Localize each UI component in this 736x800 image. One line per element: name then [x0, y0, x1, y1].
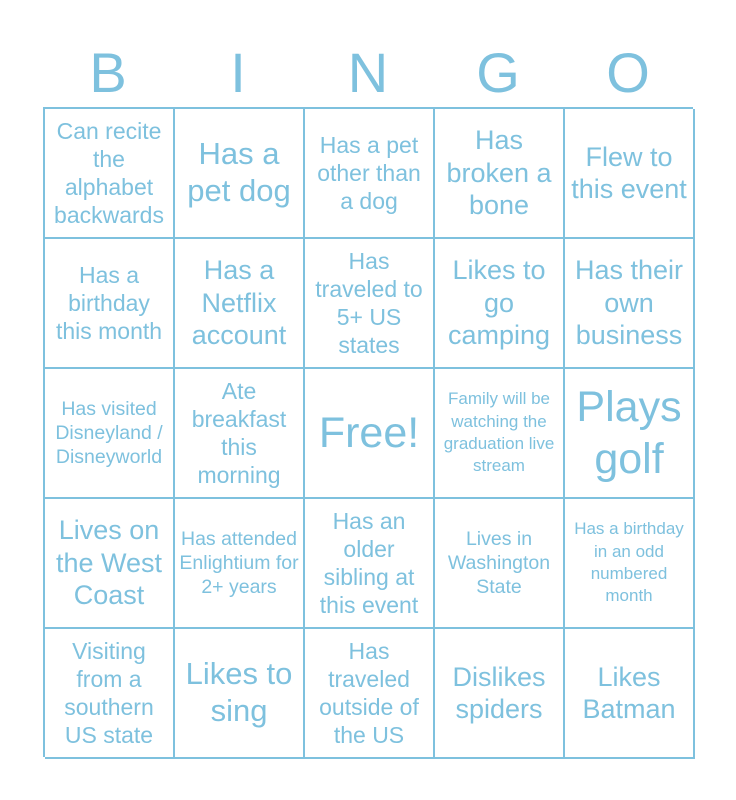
bingo-cell-r5c3[interactable] [305, 629, 435, 759]
bingo-cell-free[interactable] [305, 369, 435, 499]
header-letter-b: B [89, 41, 127, 104]
cell-text: Has a Netflix account [191, 255, 287, 351]
cell-text: Has attended Enlightium for 2+ years [179, 527, 299, 599]
header-letter-g: G [476, 41, 520, 104]
header-letter-n: N [347, 41, 389, 104]
cell-text: Free! [318, 408, 420, 457]
bingo-cell-r2c2[interactable] [175, 239, 305, 369]
bingo-cell-r5c1[interactable] [45, 629, 175, 759]
bingo-cell-r3c5[interactable] [565, 369, 695, 499]
bingo-cell-r1c4[interactable] [435, 109, 565, 239]
cell-text: Has broken a bone [446, 125, 552, 221]
cell-text: Visiting from a southern US state [64, 637, 154, 749]
bingo-cell-r4c3[interactable] [305, 499, 435, 629]
bingo-cell-r4c5[interactable] [565, 499, 695, 629]
cell-text: Plays golf [576, 382, 682, 483]
bingo-header [43, 40, 693, 106]
bingo-cell-r2c5[interactable] [565, 239, 695, 369]
bingo-board [43, 107, 693, 757]
cell-text: Has a pet dog [187, 136, 291, 208]
bingo-cell-r1c3[interactable] [305, 109, 435, 239]
bingo-cell-r1c2[interactable] [175, 109, 305, 239]
cell-text: Has a pet other than a dog [317, 131, 421, 215]
bingo-cell-r2c3[interactable] [305, 239, 435, 369]
cell-text: Lives in Washington State [447, 527, 551, 599]
bingo-cell-r4c1[interactable] [45, 499, 175, 629]
bingo-cell-r3c4[interactable] [435, 369, 565, 499]
cell-text: Has a birthday in an odd numbered month [574, 519, 684, 606]
bingo-cell-r5c2[interactable] [175, 629, 305, 759]
cell-text: Flew to this event [571, 141, 687, 204]
cell-text: Likes to sing [185, 656, 293, 728]
cell-text: Can recite the alphabet backwards [54, 117, 164, 229]
cell-text: Has an older sibling at this event [319, 507, 419, 619]
bingo-cell-r3c1[interactable] [45, 369, 175, 499]
cell-text: Has traveled outside of the US [319, 637, 419, 749]
cell-text: Likes to go camping [447, 255, 551, 351]
cell-text: Ate breakfast this morning [191, 377, 287, 489]
bingo-cell-r4c2[interactable] [175, 499, 305, 629]
cell-text: Lives on the West Coast [55, 515, 163, 611]
cell-text: Has traveled to 5+ US states [315, 247, 423, 359]
header-letter-o: O [606, 41, 650, 104]
bingo-cell-r1c5[interactable] [565, 109, 695, 239]
cell-text: Family will be watching the graduation live stream [443, 389, 555, 476]
bingo-cell-r3c2[interactable] [175, 369, 305, 499]
bingo-cell-r1c1[interactable] [45, 109, 175, 239]
cell-text: Has visited Disneyland / Disneyworld [55, 397, 163, 469]
cell-text: Has a birthday this month [55, 261, 163, 345]
cell-text: Dislikes spiders [452, 661, 546, 724]
bingo-cell-r5c4[interactable] [435, 629, 565, 759]
bingo-cell-r2c4[interactable] [435, 239, 565, 369]
cell-text: Likes Batman [582, 661, 676, 724]
bingo-cell-r5c5[interactable] [565, 629, 695, 759]
cell-text: Has their own business [574, 255, 684, 351]
bingo-cell-r4c4[interactable] [435, 499, 565, 629]
bingo-cell-r2c1[interactable] [45, 239, 175, 369]
header-letter-i: I [230, 41, 246, 104]
